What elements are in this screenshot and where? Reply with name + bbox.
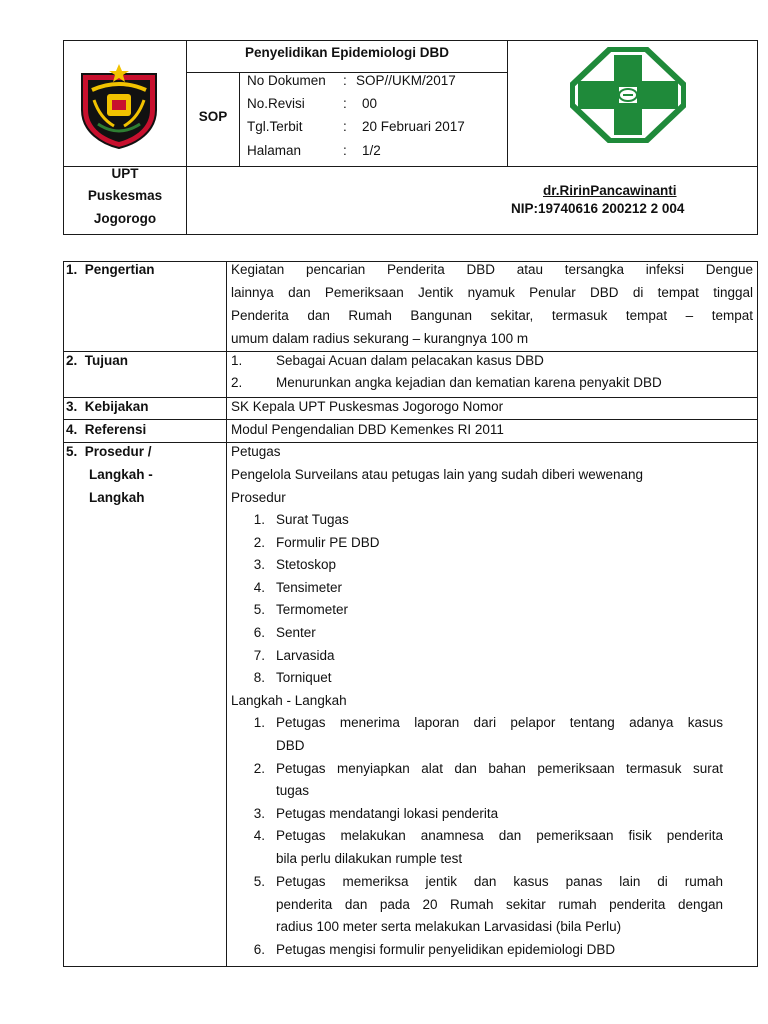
prosedur-heading: Prosedur	[231, 490, 286, 505]
tool-num: 2.	[253, 535, 265, 550]
list-item: Formulir PE DBD	[276, 535, 380, 550]
section-label-prosedur-3: Langkah	[89, 490, 145, 505]
signer-nip: NIP:19740616 200212 2 004	[511, 201, 685, 216]
section-label-pengertian: 1. Pengertian	[66, 262, 155, 277]
langkah-heading: Langkah - Langkah	[231, 693, 347, 708]
step-line: Petugas mendatangi lokasi penderita	[276, 806, 499, 821]
tool-num: 8.	[253, 670, 265, 685]
step-num: 6.	[253, 942, 265, 957]
step-line: Petugas menerima laporan dari pelapor tentang adanya kasus	[276, 715, 723, 730]
list-item: Larvasida	[276, 648, 335, 663]
meta-sep: :	[343, 96, 347, 111]
step-line: tugas	[276, 783, 310, 798]
regency-emblem-icon	[74, 60, 164, 150]
document-title: Penyelidikan Epidemiologi DBD	[244, 45, 450, 60]
pengertian-line-4: umum dalam radius sekurang – kurangnya 100 m	[231, 331, 529, 346]
step-line: Petugas mengisi formulir penyelidikan epidemiologi DBD	[276, 942, 616, 957]
tool-num: 1.	[253, 512, 265, 527]
list-item: Stetoskop	[276, 557, 337, 572]
section-label-prosedur-2: Langkah -	[89, 467, 153, 482]
step-line: penderita dan pada 20 Rumah sekitar rumah penderita dengan	[276, 897, 723, 912]
meta-value-tgl-terbit: 20 Februari 2017	[362, 119, 465, 134]
list-item: Senter	[276, 625, 316, 640]
step-line: bila perlu dilakukan rumple test	[276, 851, 463, 866]
list-item: Tensimeter	[276, 580, 343, 595]
tool-num: 7.	[253, 648, 265, 663]
puskesmas-cross-logo-icon	[570, 47, 686, 143]
meta-label-no-revisi: No.Revisi	[247, 96, 305, 111]
tool-num: 4.	[253, 580, 265, 595]
meta-sep: :	[343, 73, 347, 88]
step-line: Petugas memeriksa jentik dan kasus panas lain di rumah	[276, 874, 723, 889]
meta-value-no-revisi: 00	[362, 96, 378, 111]
tool-num: 5.	[253, 602, 265, 617]
meta-label-no-dokumen: No Dokumen	[247, 73, 326, 88]
meta-value-halaman: 1/2	[362, 143, 381, 158]
list-item: Surat Tugas	[276, 512, 349, 527]
pengertian-line-2: lainnya dan Pemeriksaan Jentik nyamuk Penular DBD di tempat tinggal	[231, 285, 753, 300]
step-line: Petugas melakukan anamnesa dan pemeriksaan fisik penderita	[276, 828, 723, 843]
section-label-prosedur: 5. Prosedur /	[66, 444, 152, 459]
section-label-tujuan: 2. Tujuan	[66, 353, 129, 368]
org-line-puskesmas: Puskesmas	[87, 188, 163, 203]
pengertian-line-1: Kegiatan pencarian Penderita DBD atau tersangka infeksi Dengue	[231, 262, 753, 277]
tujuan-item-2: Menurunkan angka kejadian dan kematian karena penyakit DBD	[276, 375, 662, 390]
kebijakan-text: SK Kepala UPT Puskesmas Jogorogo Nomor	[231, 399, 504, 414]
step-line: DBD	[276, 738, 305, 753]
meta-label-halaman: Halaman	[247, 143, 302, 158]
step-num: 5.	[253, 874, 265, 889]
org-line-jogorogo: Jogorogo	[93, 211, 157, 226]
tujuan-num-1: 1.	[231, 353, 243, 368]
meta-label-tgl-terbit: Tgl.Terbit	[247, 119, 303, 134]
petugas-text: Pengelola Surveilans atau petugas lain yang sudah diberi wewenang	[231, 467, 644, 482]
step-num: 2.	[253, 761, 265, 776]
tool-num: 3.	[253, 557, 265, 572]
step-line: radius 100 meter serta melakukan Larvasidasi (bila Perlu)	[276, 919, 622, 934]
tujuan-num-2: 2.	[231, 375, 243, 390]
sop-label: SOP	[198, 109, 228, 124]
referensi-text: Modul Pengendalian DBD Kemenkes RI 2011	[231, 422, 504, 437]
tujuan-item-1: Sebagai Acuan dalam pelacakan kasus DBD	[276, 353, 544, 368]
section-label-referensi: 4. Referensi	[66, 422, 147, 437]
signer-name: dr.RirinPancawinanti	[543, 183, 677, 198]
pengertian-line-3: Penderita dan Rumah Bangunan sekitar, termasuk tempat – tempat	[231, 308, 753, 323]
meta-sep: :	[343, 119, 347, 134]
list-item: Termometer	[276, 602, 349, 617]
step-line: Petugas menyiapkan alat dan bahan pemeriksaan termasuk surat	[276, 761, 723, 776]
tool-num: 6.	[253, 625, 265, 640]
list-item: Torniquet	[276, 670, 332, 685]
org-line-upt: UPT	[111, 166, 139, 181]
step-num: 1.	[253, 715, 265, 730]
step-num: 3.	[253, 806, 265, 821]
section-label-kebijakan: 3. Kebijakan	[66, 399, 149, 414]
step-num: 4.	[253, 828, 265, 843]
meta-sep: :	[343, 143, 347, 158]
meta-value-no-dokumen: SOP//UKM/2017	[356, 73, 456, 88]
petugas-heading: Petugas	[231, 444, 281, 459]
